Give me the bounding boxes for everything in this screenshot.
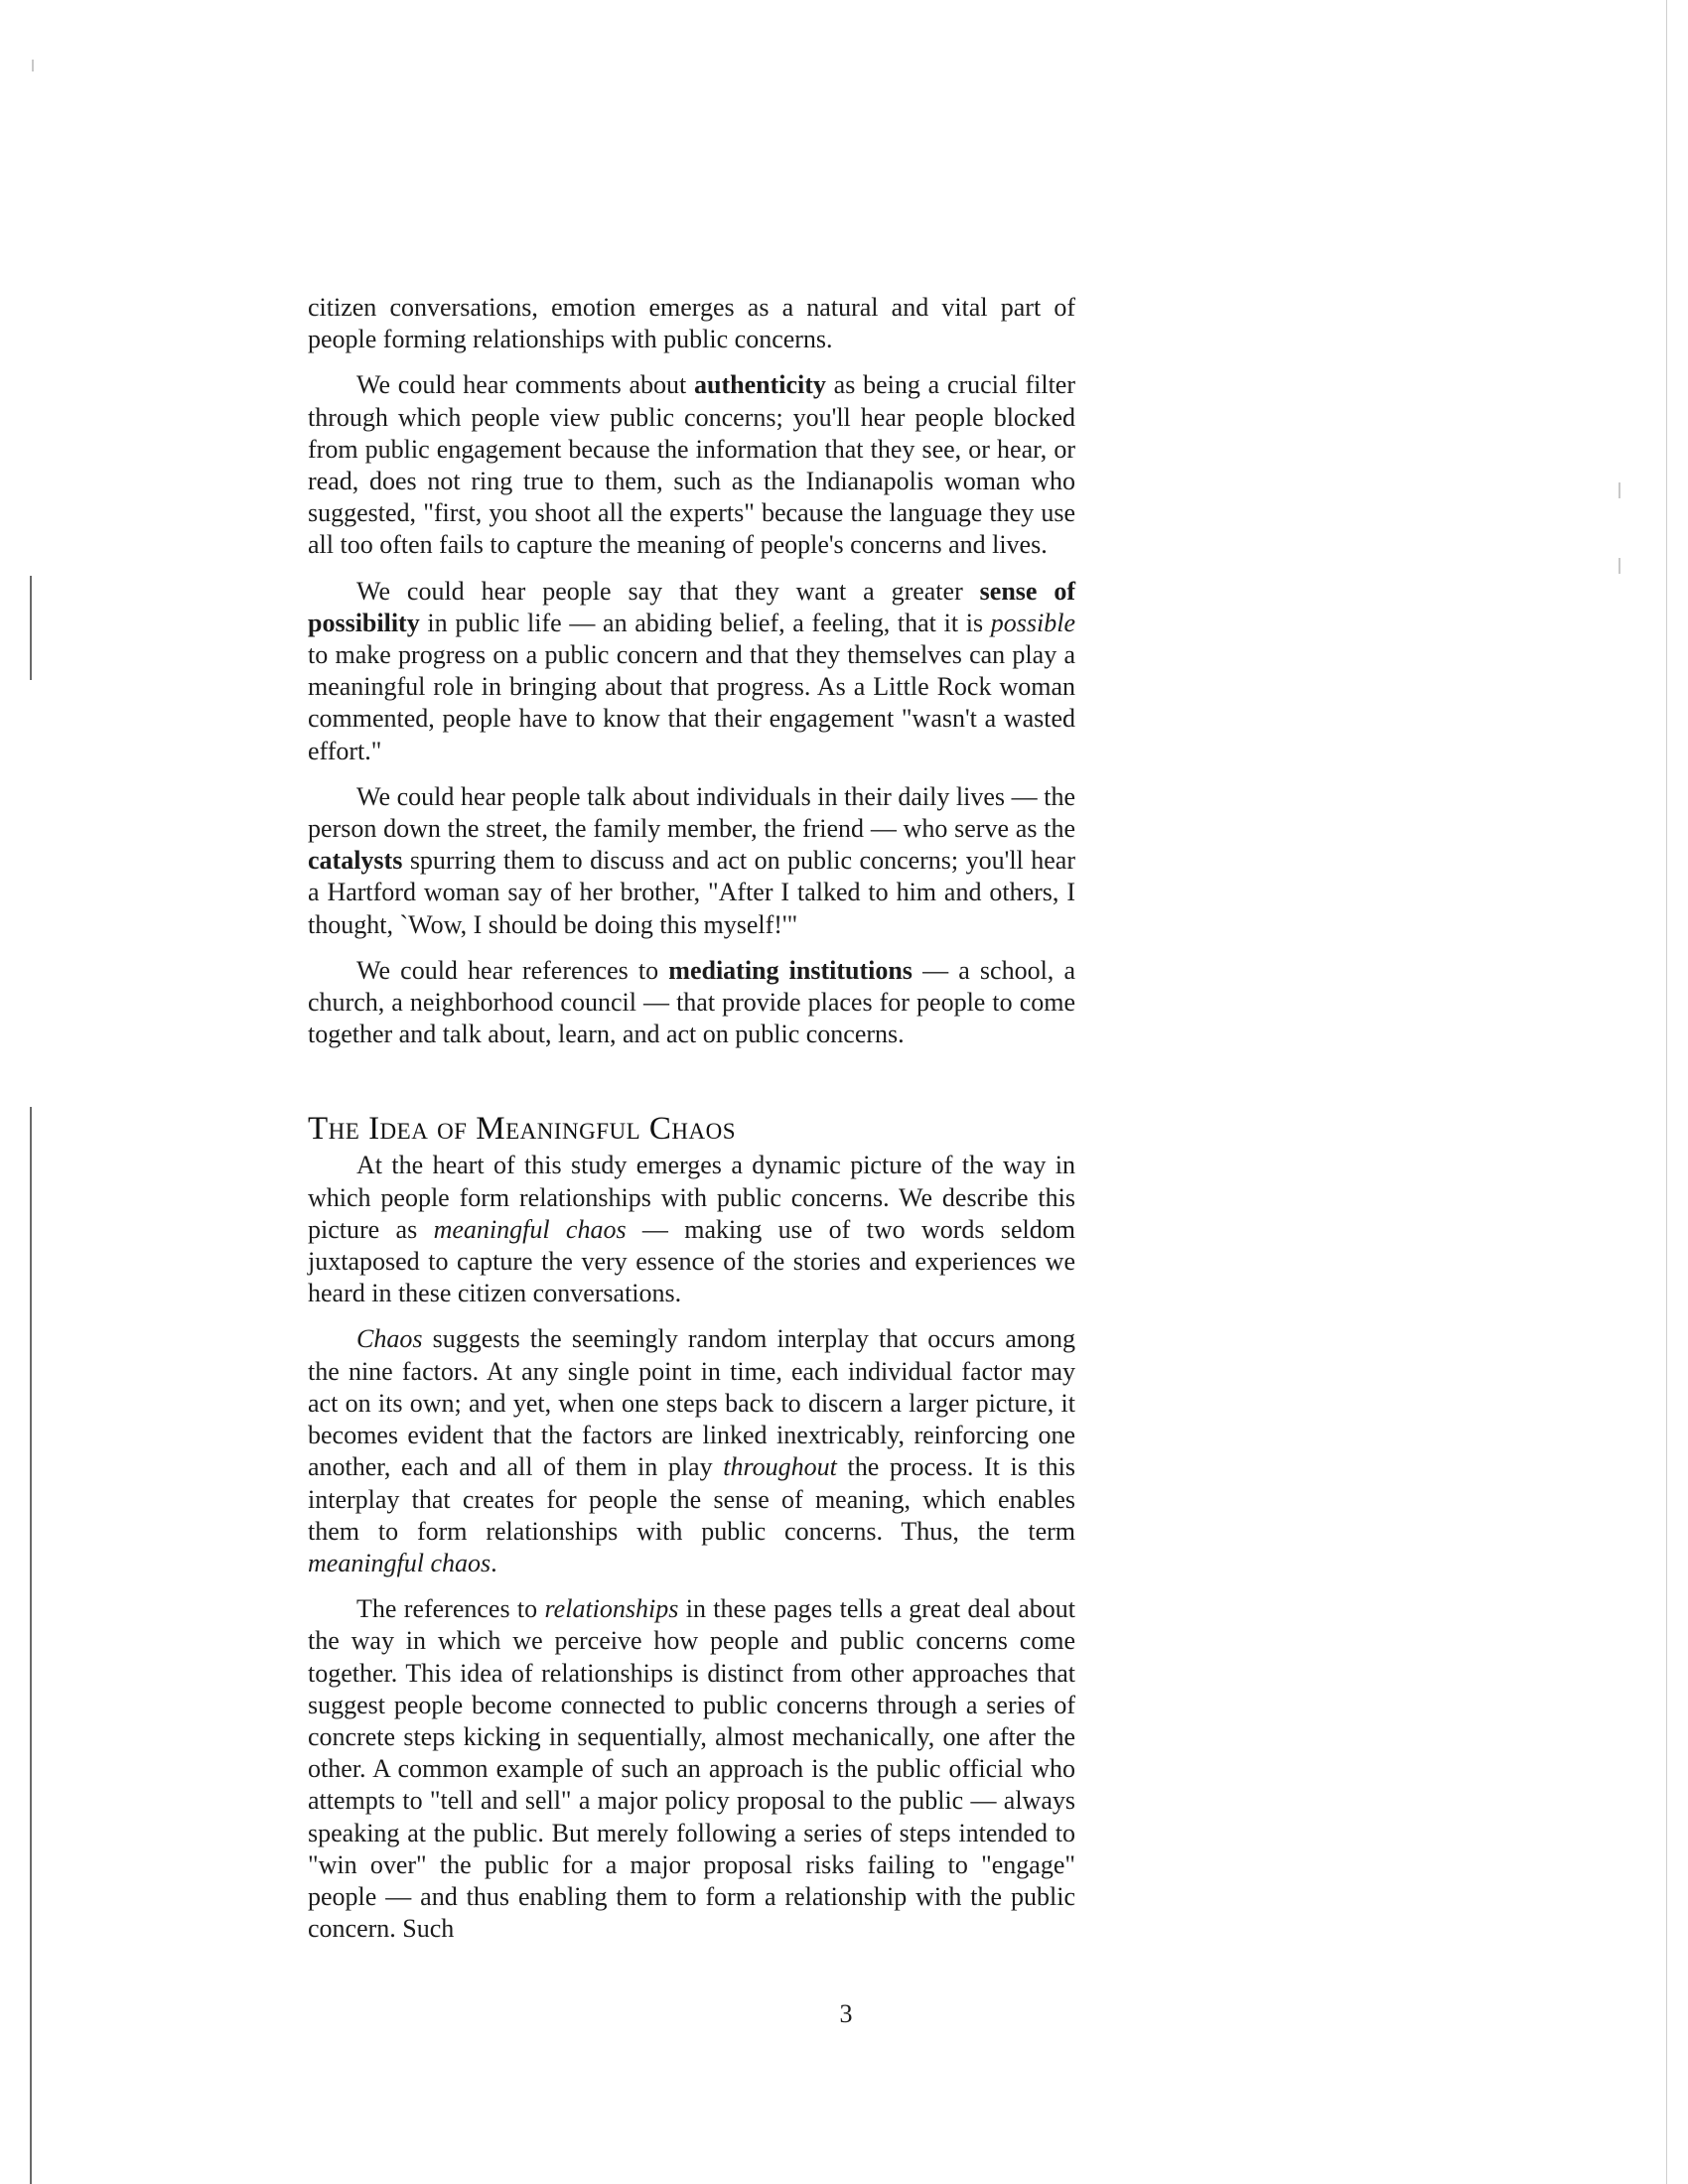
italic-term: meaningful chaos [433,1214,627,1244]
text-run: . [491,1548,497,1577]
scan-speck [1618,558,1620,574]
text-run: The references to [356,1594,545,1624]
text-run: citizen conversations, emotion emerges as a natural and vital part of people forming relationships with public concerns. [308,293,1075,354]
paragraph-p5 [308,955,1075,1051]
bold-term: mediating institutions [668,955,913,985]
italic-term: Chaos [356,1324,423,1354]
page-content [308,292,1075,1959]
body-text-top [308,292,1075,1050]
paragraph-p2 [308,369,1075,561]
paragraph-s3 [308,1593,1075,1945]
page-number: 3 [839,1999,853,2028]
bold-term: sense of possibility [308,576,1076,637]
paragraph-s1 [308,1150,1075,1309]
paragraph-p4 [308,781,1075,941]
italic-term: possible [990,608,1075,637]
text-run: We could hear comments about [356,370,695,400]
bold-term: catalysts [308,846,403,876]
italic-term: meaningful chaos [308,1548,492,1577]
text-run: as being a crucial filter through which people view public concerns; you'll hear people blocked from public engagement because the information that they see, or hear, or read, does not ring true to them, such as the Indianapolis woman who suggested, "first, you shoot all the experts" because the language they use all too often fails to capture the meaning of people's concerns and lives. [308,370,1075,560]
text-run: spurring them to discuss and act on public concerns; you'll hear a Hartford woman say of her brother, "After I talked to him and others, I thought, `Wow, I should be doing this myself!'" [308,846,1075,939]
text-run: in these pages tells a great deal about the way in which we perceive how people and public concerns come together. This idea of relationships is distinct from other approaches that suggest people become connected to public concerns through a series of concrete steps kicking in sequentially, almost mechanically, one after the other. A common example of such an approach is the public official who attempts to "tell and sell" a major policy proposal to the public — always speaking at the public. But merely following a series of steps intended to "win over" the public for a major proposal risks failing to "engage" people — and thus enabling them to form a relationship with the public concern. Such [308,1594,1075,1944]
text-run: We could hear people talk about individuals in their daily lives — the person down the street, the family member, the friend — who serve as the [308,781,1075,844]
text-run: suggests the seemingly random interplay that occurs among the nine factors. At any single point in time, each individual factor may act on its own; and yet, when one steps back to discern a larger picture, it becomes evident that the factors are linked inextricably, reinforcing one another, each and all of them in play [308,1324,1075,1482]
section-heading: The Idea of Meaningful Chaos [308,1111,737,1148]
text-run: We could hear people say that they want a greater [356,576,980,606]
text-run: We could hear references to [356,955,669,985]
text-run: in public life — an abiding belief, a feeling, that it is [419,608,991,637]
scan-edge-right [1666,0,1667,2184]
scan-speck [32,60,34,71]
paragraph-p3 [308,576,1075,767]
scan-edge-mark-bottom [30,1107,32,2184]
scan-speck [1618,482,1620,498]
italic-term: throughout [723,1452,837,1482]
text-run: — a school, a church, a neighborhood council — that provide places for people to come together and talk about, learn, and act on public concerns. [308,955,1075,1049]
italic-term: relationships [544,1594,679,1624]
paragraph-p1 [308,292,1075,355]
paragraph-s2 [308,1323,1075,1579]
bold-term: authenticity [694,370,826,400]
text-run: the process. It is this interplay that creates for people the sense of meaning, which enables them to form relationships with public concerns. Thus, the term [308,1452,1076,1546]
text-run: At the heart of this study emerges a dynamic picture of the way in which people form relationships with public concerns. We describe this picture as [308,1151,1075,1244]
text-run: — making use of two words seldom juxtaposed to capture the very essence of the stories and experiences we heard in these citizen conversations. [308,1214,1075,1308]
scan-edge-mark-top [30,576,32,680]
text-run: to make progress on a public concern and that they themselves can play a meaningful role in bringing about that progress. As a Little Rock woman commented, people have to know that their engagement "wasn't a wasted effort." [308,640,1075,765]
section-body-text [308,1150,1075,1945]
